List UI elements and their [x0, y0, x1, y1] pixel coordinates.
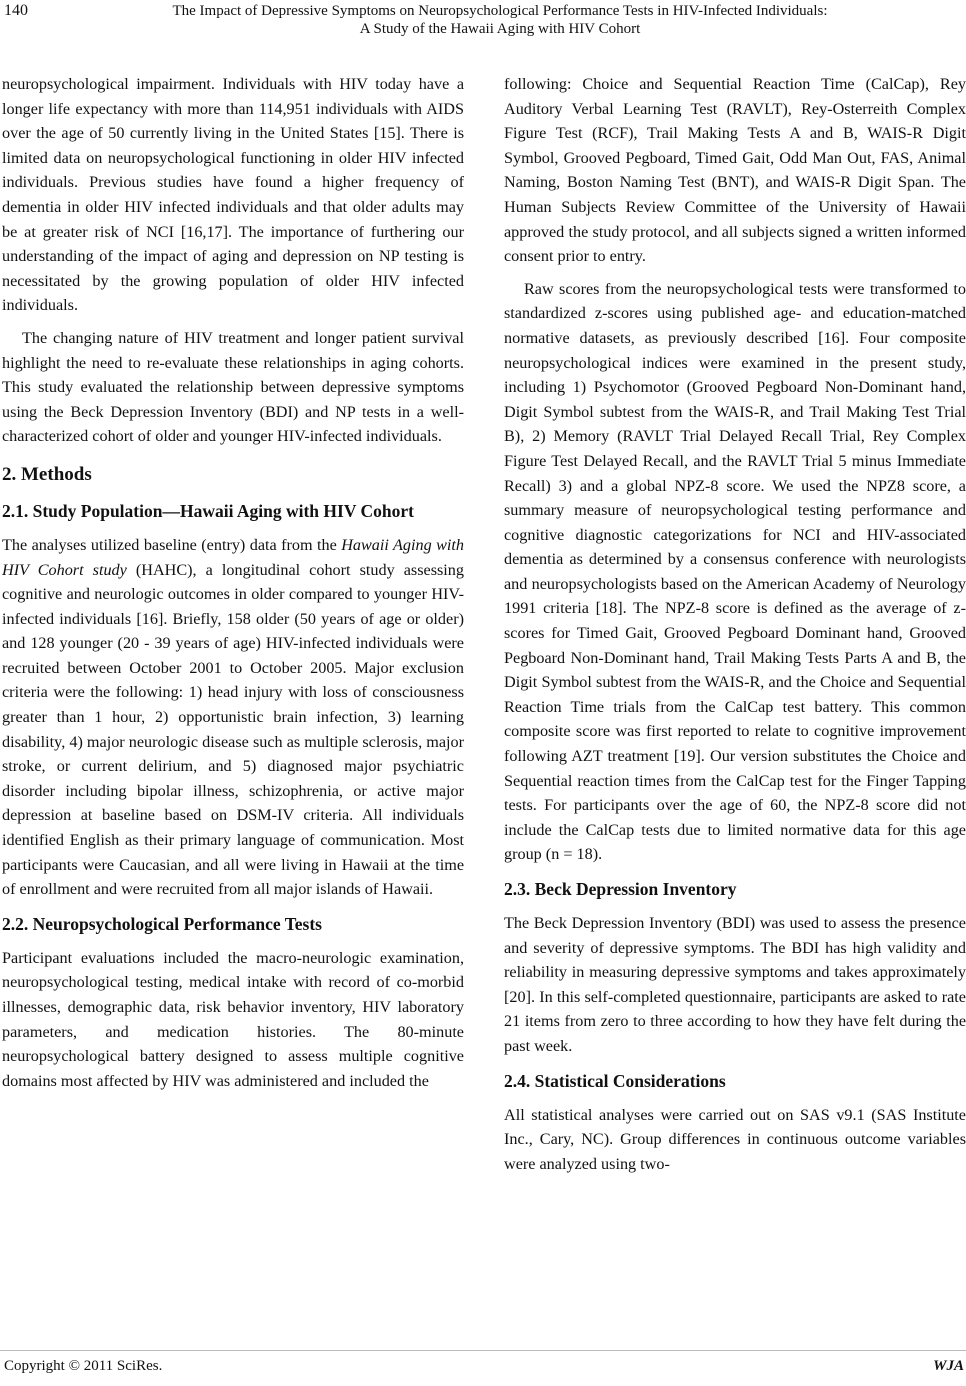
text-run: (HAHC), a longitudinal cohort study assessing cognitive and neurologic outcomes in older compared to younger HIV-infected individuals [16]. Briefly, 158 older (50 years of age or older) and 128 younger (20 - 39 years of age) HIV-infected individuals were recruited between October 2001 to October 2005. Major exclusion criteria were the following: 1) head injury with loss of consciousness greater than 1 hour, 2) opportunistic brain infection, 3) learning disability, 4) major neurologic disease such as multiple sclerosis, major stroke, or current delirium, and 5) diagnosed major psychiatric disorder including bipolar illness, schizophrenia, or active major depression at baseline based on DSM-IV criteria. All individuals identified English as their primary language of communication. Most participants were Caucasian, and all were living in Hawaii at the time of enrollment and were recruited from all major islands of Hawaii.	[2, 560, 464, 899]
paragraph: following: Choice and Sequential Reaction Time (CalCap), Rey Auditory Verbal Learning Test (RAVLT), Rey-Osterreith Complex Figure Test (RCF), Trail Making Tests A and B, WAIS-R Digit Symbol, Grooved Pegboard, Timed Gait, Odd Man Out, FAS, Animal Naming, Boston Naming Test (BNT), and WAIS-R Digit Span. The Human Subjects Review Committee of the University of Hawaii approved the study protocol, and all subjects signed a written informed consent prior to entry.	[504, 75, 966, 266]
footer-rule	[0, 1350, 966, 1351]
paragraph: neuropsychological impairment. Individuals with HIV today have a longer life expectancy with more than 114,951 individuals with AIDS over the age of 50 currently living in the United States [15]. There is limited data on neuropsychological functioning in older HIV infected individuals. Previous studies have found a higher frequency of dementia in older HIV infected individuals and that older adults may be at greater risk of NCI [16,17]. The importance of furthering our understanding of the impact of aging and depression on NP testing is necessitated by the growing population of older HIV infected individuals.	[2, 75, 464, 315]
footer-copyright: Copyright © 2011 SciRes.	[4, 1358, 163, 1374]
section-heading-methods: 2. Methods	[2, 463, 92, 485]
paragraph: Participant evaluations included the macro-neurologic examination, neuropsychological testing, medical intake with record of co-morbid illnesses, demographic data, risk behavior inventory, HIV laboratory parameters, and medication histories. The 80-minute neuropsychological battery designed to assess multiple cognitive domains most affected by HIV was administered and included the	[2, 948, 464, 1090]
subsection-heading-statistics: 2.4. Statistical Considerations	[504, 1070, 726, 1091]
paragraph-study-population	[2, 533, 464, 902]
running-head	[34, 2, 966, 38]
paragraph: The changing nature of HIV treatment and longer patient survival highlight the need to re-evaluate these relationships in aging cohorts. This study evaluated the relationship between depressive symptoms using the Beck Depression Inventory (BDI) and NP tests in a well-characterized cohort of older and younger HIV-infected individuals.	[2, 328, 464, 446]
paragraph: The Beck Depression Inventory (BDI) was used to assess the presence and severity of depressive symptoms. The BDI has high validity and reliability in measuring depressive symptoms and takes approximately [20]. In this self-completed questionnaire, participants are asked to rate 21 items from zero to three according to how they have felt during the past week.	[504, 914, 966, 1055]
subsection-heading-np-tests: 2.2. Neuropsychological Performance Tests	[2, 913, 322, 934]
left-column	[2, 72, 464, 1093]
running-head-line2: A Study of the Hawaii Aging with HIV Cohort	[359, 21, 641, 37]
paragraph: Raw scores from the neuropsychological tests were transformed to standardized z-scores using published age- and education-matched normative datasets, as previously described [16]. Four composite neuropsychological indices were examined in the present study, including 1) Psychomotor (Grooved Pegboard Non-Dominant hand, Digit Symbol subtest from the WAIS-R, and Trail Making Test Trial B), 2) Memory (RAVLT Trial Delayed Recall Trial, Rey Complex Figure Test Delayed Recall, and the RAVLT Trial 5 minus Immediate Recall) 3) and a global NPZ-8 score. We used the NPZ8 score, a summary measure of neuropsychological testing performance and cognitive diagnostic categorizations for NCI and HIV-associated dementia as determined by a consensus conference with neurologists and neuropsychologists based on the American Academy of Neurology 1991 criteria [18]. The NPZ-8 score is defined as the average of z-scores for Timed Gait, Grooved Pegboard Dominant hand, Grooved Pegboard Non-Dominant hand, Trail Making Tests Parts A and B, the Digit Symbol subtest from the WAIS-R, and the Choice and Sequential Reaction Time trials from the CalCap test battery. This common composite score was first reported to relate to cognitive improvement following AZT treatment [19]. Our version substitutes the Choice and Sequential reaction times from the CalCap test for the Finger Tapping tests. For participants over the age of 60, the NPZ-8 score did not include the CalCap tests due to limited normative data for this age group (n = 18).	[504, 279, 966, 864]
subsection-heading-study-population: 2.1. Study Population—Hawaii Aging with HIV Cohort	[2, 500, 414, 521]
italic-study-name: Hawaii Aging with HIV Cohort study	[2, 535, 464, 579]
text-run: The analyses utilized baseline (entry) data from the	[2, 535, 342, 554]
running-head-line1: The Impact of Depressive Symptoms on Neuropsychological Performance Tests in HIV-Infected Individuals:	[172, 3, 828, 19]
footer-journal: WJA	[933, 1358, 964, 1374]
right-column	[504, 72, 966, 1176]
subsection-heading-bdi: 2.3. Beck Depression Inventory	[504, 879, 737, 899]
paragraph: All statistical analyses were carried out on SAS v9.1 (SAS Institute Inc., Cary, NC). Group differences in continuous outcome variables were analyzed using two-	[504, 1105, 966, 1173]
page-number: 140	[4, 2, 28, 19]
